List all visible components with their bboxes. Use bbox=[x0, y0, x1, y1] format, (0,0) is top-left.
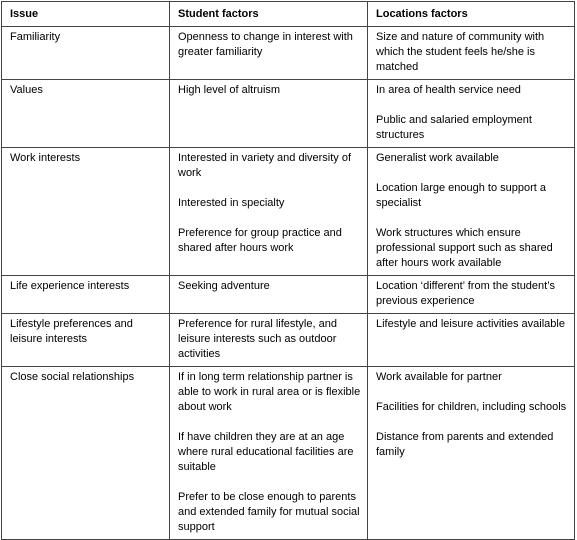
location-factor-item: Facilities for children, including schools bbox=[376, 401, 567, 413]
table-row bbox=[2, 314, 575, 367]
location-factor-item: Lifestyle and leisure activities available bbox=[376, 318, 565, 330]
location-factor-item: In area of health service need bbox=[376, 84, 521, 96]
table-row bbox=[2, 276, 575, 314]
header-locations-factors: Locations factors bbox=[368, 2, 575, 27]
student-factor-item: Interested in variety and diversity of work bbox=[178, 152, 352, 179]
header-row bbox=[2, 2, 575, 27]
location-factors-cell bbox=[368, 148, 575, 276]
location-factor-item: Public and salaried employment structures bbox=[376, 114, 532, 141]
student-factor-item: Preference for group practice and shared after hours work bbox=[178, 227, 342, 254]
student-factors-cell bbox=[170, 367, 368, 540]
student-factors-cell bbox=[170, 80, 368, 148]
student-factor-item: High level of altruism bbox=[178, 84, 281, 96]
student-factors-cell bbox=[170, 27, 368, 80]
student-factor-item: Preference for rural lifestyle, and leisure interests such as outdoor activities bbox=[178, 318, 337, 360]
table-row bbox=[2, 27, 575, 80]
location-factor-item: Size and nature of community with which the student feels he/she is matched bbox=[376, 31, 545, 73]
table-row bbox=[2, 80, 575, 148]
issue-cell: Close social relationships bbox=[2, 367, 170, 540]
student-factor-item: Interested in specialty bbox=[178, 197, 285, 209]
location-factors-cell bbox=[368, 367, 575, 540]
location-factor-item: Work structures which ensure professional support such as shared after hours work available bbox=[376, 227, 553, 269]
location-factor-item: Work available for partner bbox=[376, 371, 502, 383]
issue-cell: Values bbox=[2, 80, 170, 148]
location-factors-cell bbox=[368, 27, 575, 80]
student-factor-item: Openness to change in interest with greater familiarity bbox=[178, 31, 353, 58]
table-row bbox=[2, 367, 575, 540]
location-factors-cell bbox=[368, 314, 575, 367]
location-factor-item: Distance from parents and extended family bbox=[376, 431, 554, 458]
student-factors-cell bbox=[170, 276, 368, 314]
location-factor-item: Generalist work available bbox=[376, 152, 499, 164]
issue-cell: Familiarity bbox=[2, 27, 170, 80]
issue-cell: Lifestyle preferences and leisure interests bbox=[2, 314, 170, 367]
factors-table bbox=[1, 1, 575, 540]
location-factors-cell bbox=[368, 80, 575, 148]
student-factor-item: Prefer to be close enough to parents and extended family for mutual social support bbox=[178, 491, 360, 533]
student-factors-cell bbox=[170, 148, 368, 276]
header-issue: Issue bbox=[2, 2, 170, 27]
issue-cell: Life experience interests bbox=[2, 276, 170, 314]
location-factors-cell bbox=[368, 276, 575, 314]
student-factor-item: If in long term relationship partner is able to work in rural area or is flexible about work bbox=[178, 371, 361, 413]
issue-cell: Work interests bbox=[2, 148, 170, 276]
student-factor-item: If have children they are at an age where rural educational facilities are suitable bbox=[178, 431, 354, 473]
location-factor-item: Location large enough to support a specialist bbox=[376, 182, 547, 209]
student-factor-item: Seeking adventure bbox=[178, 280, 270, 292]
header-student-factors: Student factors bbox=[170, 2, 368, 27]
table-row bbox=[2, 148, 575, 276]
student-factors-cell bbox=[170, 314, 368, 367]
location-factor-item: Location ‘different’ from the student’s previous experience bbox=[376, 280, 555, 307]
